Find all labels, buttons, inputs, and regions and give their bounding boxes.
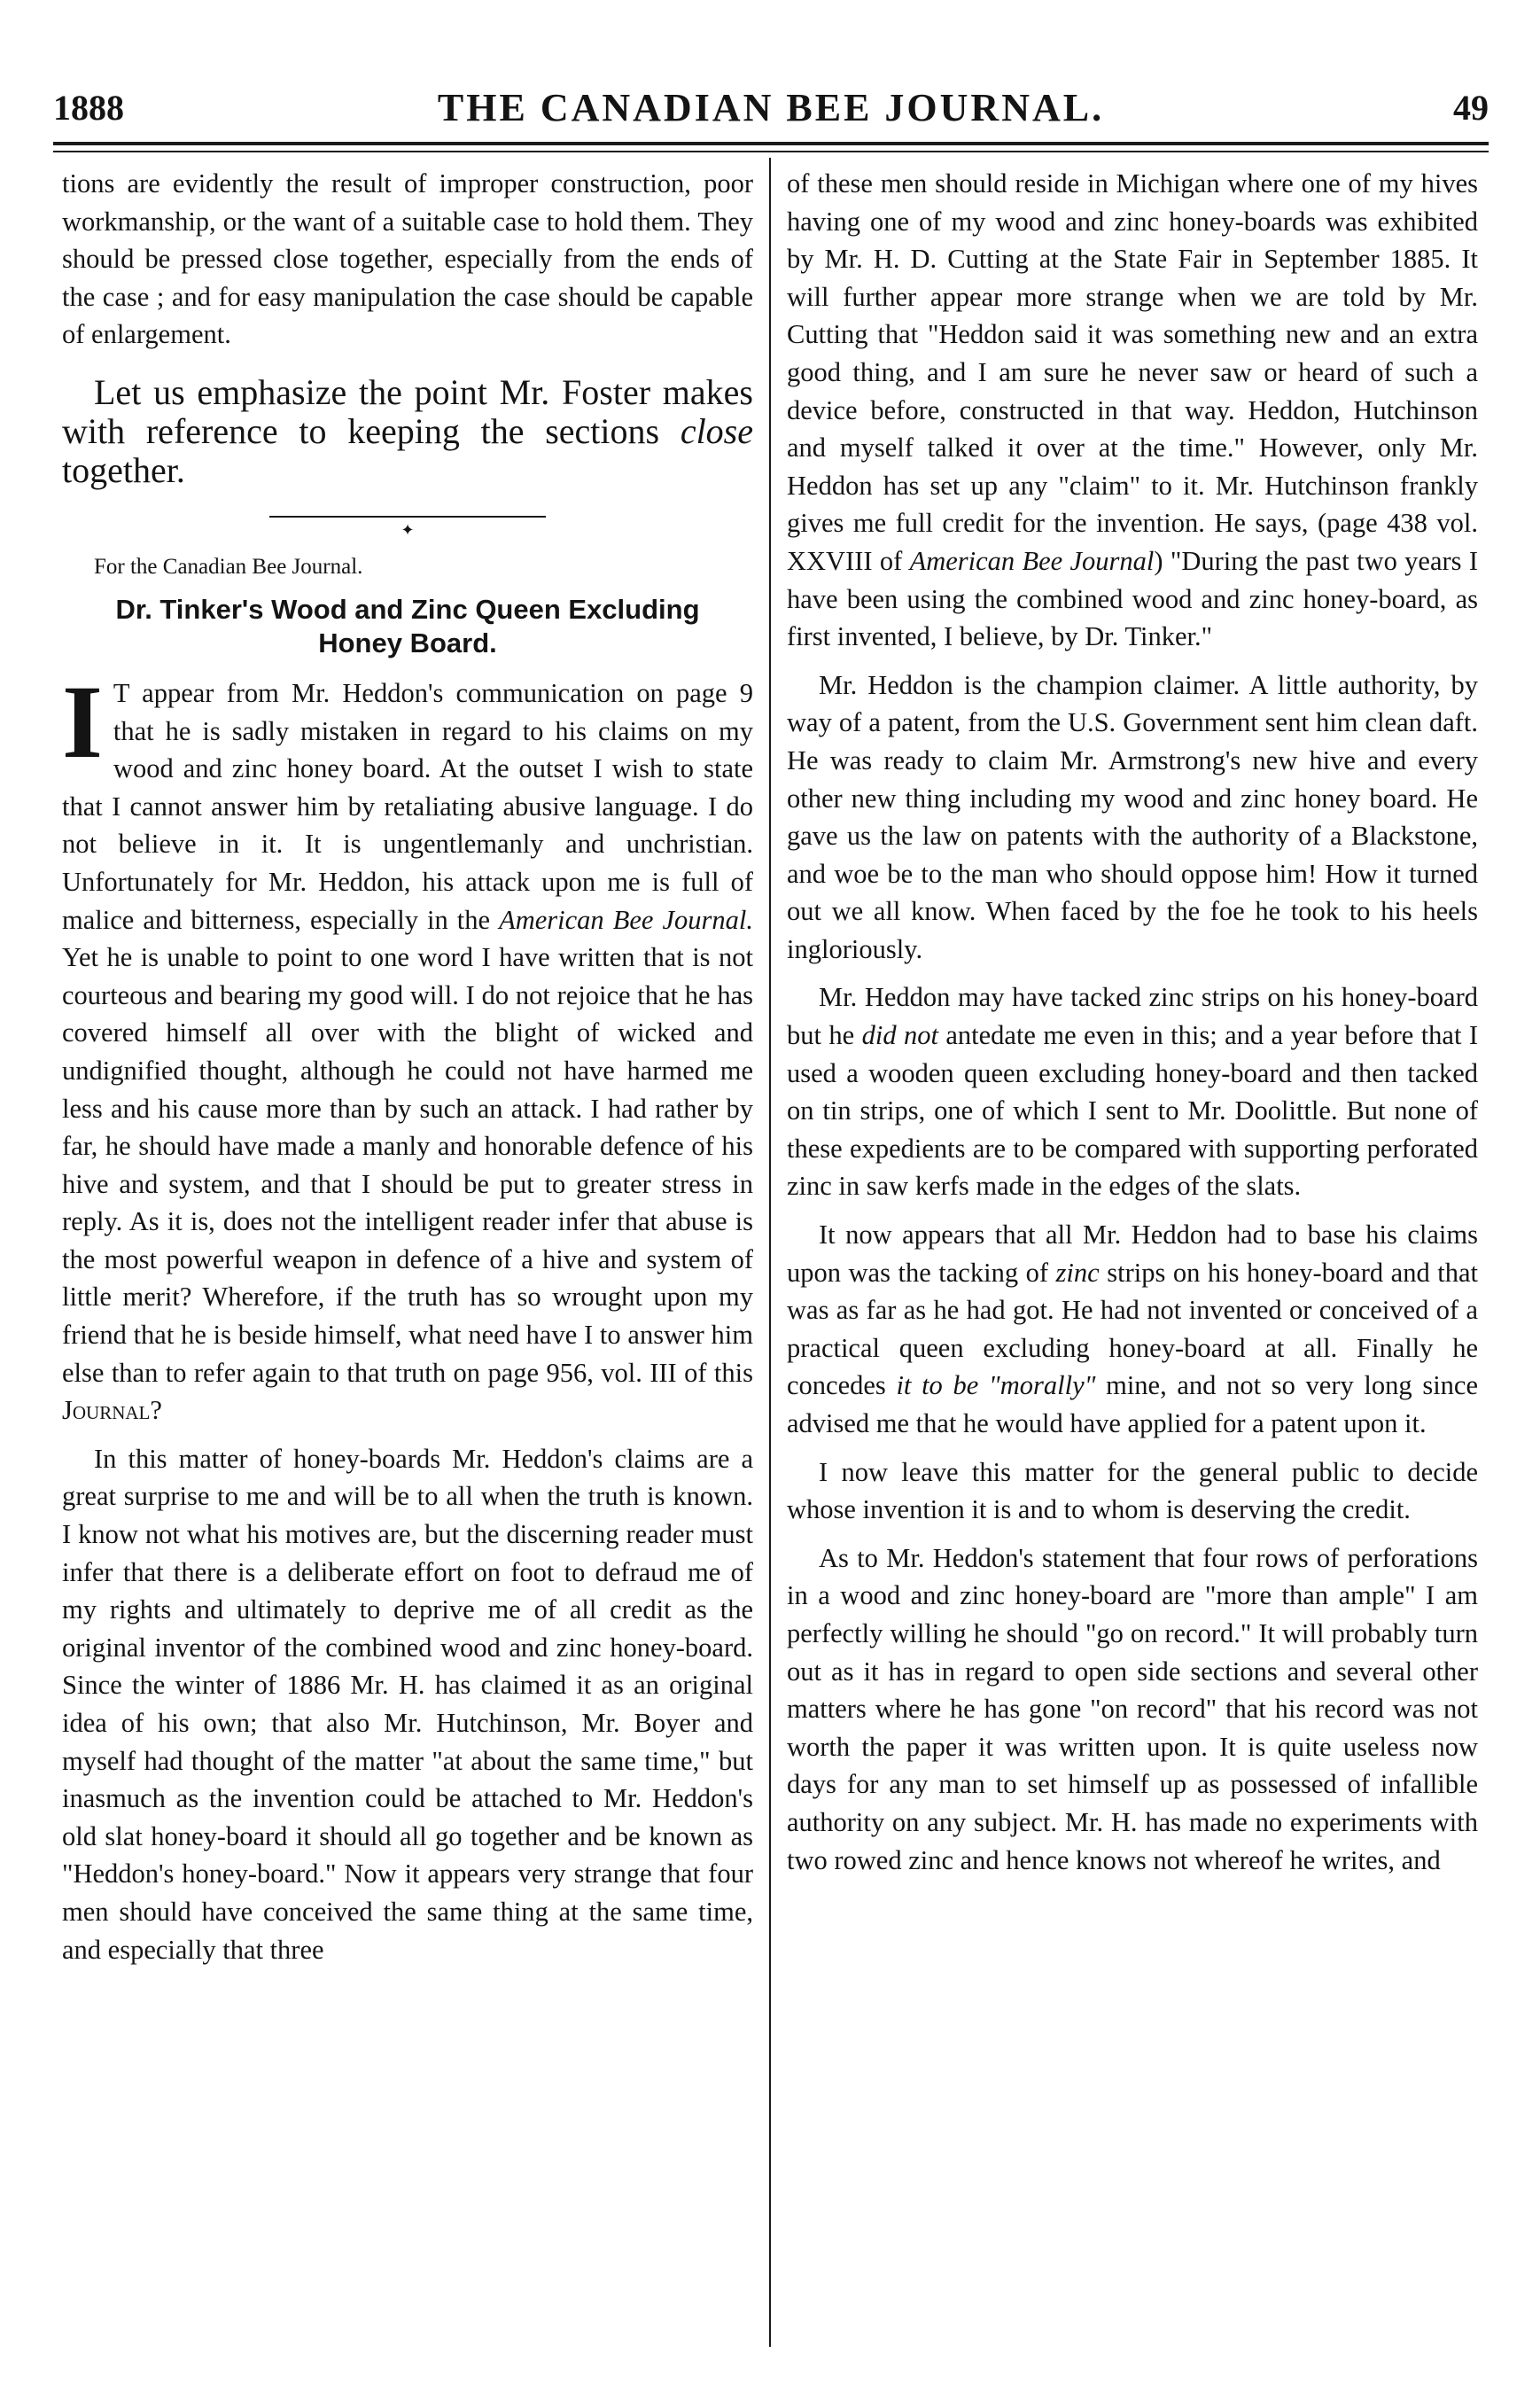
article-paragraph-1 <box>62 663 753 1430</box>
article-title: Dr. Tinker's Wood and Zinc Queen Excluding Honey Board. <box>115 593 700 658</box>
page-header <box>53 78 1489 135</box>
editor-note-text-after: together. <box>62 449 185 490</box>
right-paragraph-5: I now leave this matter for the general public to decide whose invention it is and to whom is deserving the credit. <box>787 1456 1478 1525</box>
rp4-text-c: mine, and not so very long since advised me that he would have applied for a patent upon it. <box>787 1370 1478 1438</box>
editor-note <box>62 373 753 490</box>
p1-text-a: T appear from Mr. Heddon's communication on page 9 that he is sadly mistaken in regard to his claims on my wood and zinc honey board. At the outset I wish to state that I cannot answer him by retaliating abusive language. I do not believe in it. It is ungentlemanly and unchristian. Unfortunately for Mr. Heddon, his attack upon me is full of malice and bitterness, especially in the <box>62 677 753 935</box>
header-year: 1888 <box>53 88 124 128</box>
right-paragraph-2: Mr. Heddon is the champion claimer. A little authority, by way of a patent, from the U.S. Government sent him clean daft. He was ready to claim Mr. Armstrong's new hive and every other new thing including my wood and zinc honey board. He gave us the law on patents with the authority of a Blackstone, and woe be to the man who should oppose him! How it turned out we all know. When faced by the foe he took to his heels ingloriously. <box>787 669 1478 964</box>
rp4-italic-2: it to be "morally" <box>896 1370 1096 1401</box>
rp3-italic: did not <box>861 1020 938 1051</box>
continued-paragraph: tions are evidently the result of improper construction, poor workmanship, or the want of a suitable case to hold them. They should be pressed close together, especially from the ends of the case ; and for easy manipulation the case should be capable of enlargement. <box>62 168 753 350</box>
p1-journal-smallcaps: Journal <box>62 1395 151 1426</box>
rp4-text-b: strips on his honey-board and that was as far as he had got. He had not invented or conceived of a practical queen excluding honey-board at all. Finally he concedes <box>787 1257 1478 1401</box>
p1-italic: American Bee Journal. <box>499 904 753 935</box>
p1-text-b: Yet he is unable to point to one word I have written that is not courteous and bearing my good will. I do not rejoice that he has covered himself all over with the blight of wicked and undignified thought, although he could not have harmed me less and his cause more than by such an attack. I had rather by far, he should have made a manly and honorable defence of his hive and system, and that I should be put to greater stress in reply. As it is, does not the intelligent reader infer that abuse is the most powerful weapon in defence of a hive and system of little merit? Wherefore, if the truth has so wrought upon my friend that he is beside himself, what need have I to answer him else than to refer again to that truth on page 956, vol. III of this <box>62 942 753 1388</box>
right-paragraph-3 <box>787 978 1478 1205</box>
editor-note-text-before: Let us emphasize the point Mr. Foster makes with reference to keeping the sections <box>62 371 753 451</box>
rp1-text-a: of these men should reside in Michigan where one of my hives having one of my wood and zinc honey-boards was exhibited by Mr. H. D. Cutting at the State Fair in September 1885. It will further appear more strange when we are told by Mr. Cutting that "Heddon said it was something new and an extra good thing, and I am sure he never saw or heard of such a device before, constructed in that way. Heddon, Hutchinson and myself talked it over at the time." However, only Mr. Heddon has set up any "claim" to it. Mr. Hutchinson frankly gives me full credit for the invention. He says, (page 438 vol. XXVIII of <box>787 168 1478 576</box>
ornament-icon: ✦ <box>393 521 421 539</box>
p1-end: ? <box>150 1395 162 1426</box>
journal-title: THE CANADIAN BEE JOURNAL. <box>437 86 1105 129</box>
column-divider <box>769 158 771 2347</box>
ornament-line <box>269 516 546 518</box>
header-rule-thick <box>53 142 1489 145</box>
rp1-italic: American Bee Journal <box>909 545 1155 576</box>
left-column <box>62 165 753 2354</box>
right-paragraph-6: As to Mr. Heddon's statement that four rows of perforations in a wood and zinc honey-board are "more than ample" I am perfectly willing he should "go on record." It will probably turn out as it has in regard to open side sections and several other matters where he has gone "on record" that his record was not worth the paper it was written upon. It is quite useless now days for any man to set himself up as possessed of infallible authority on any subject. Mr. H. has made no experiments with two rowed zinc and hence knows not whereof he writes, and <box>787 1542 1478 1875</box>
right-column <box>787 165 1478 2354</box>
rp3-text-a: Mr. Heddon may have tacked zinc strips on his honey-board but he <box>787 982 1478 1051</box>
article-paragraph-2: In this matter of honey-boards Mr. Heddon's claims are a great surprise to me and will be to all when the truth is known. I know not what his motives are, but the discerning reader must infer that there is a deliberate effort on foot to defraud me of my rights and ultimately to deprive me of all credit as the original inventor of the combined wood and zinc honey-board. Since the winter of 1886 Mr. H. has claimed it as an original idea of his own; that also Mr. Hutchinson, Mr. Boyer and myself had thought of the matter "at about the same time," but inasmuch as the invention could be attached to Mr. Heddon's old slat honey-board it should all go together and be known as "Heddon's honey-board." Now it appears very strange that four men should have conceived the same thing at the same time, and especially that three <box>62 1443 753 1965</box>
rp4-text-a: It now appears that all Mr. Heddon had to base his claims upon was the tacking of <box>787 1219 1478 1288</box>
rp1-text-b: ) "During the past two years I have been using the combined wood and zinc honey-board, as first invented, I believe, by Dr. Tinker." <box>787 545 1478 652</box>
right-paragraph-4 <box>787 1216 1478 1443</box>
rp4-italic-1: zinc <box>1055 1257 1100 1288</box>
source-line: For the Canadian Bee Journal. <box>94 554 363 579</box>
section-divider-ornament <box>62 508 753 539</box>
drop-cap: I <box>62 663 103 780</box>
page-number: 49 <box>1453 88 1489 128</box>
rp3-text-b: antedate me even in this; and a year before that I used a wooden queen excluding honey-board and then tacked on tin strips, one of which I sent to Mr. Doolittle. But none of these expedients are to be compared with supporting perforated zinc in saw kerfs made in the edges of the slats. <box>787 1020 1478 1202</box>
header-rule-thin <box>53 151 1489 152</box>
editor-note-italic: close <box>680 410 753 451</box>
right-paragraph-1 <box>787 165 1478 656</box>
